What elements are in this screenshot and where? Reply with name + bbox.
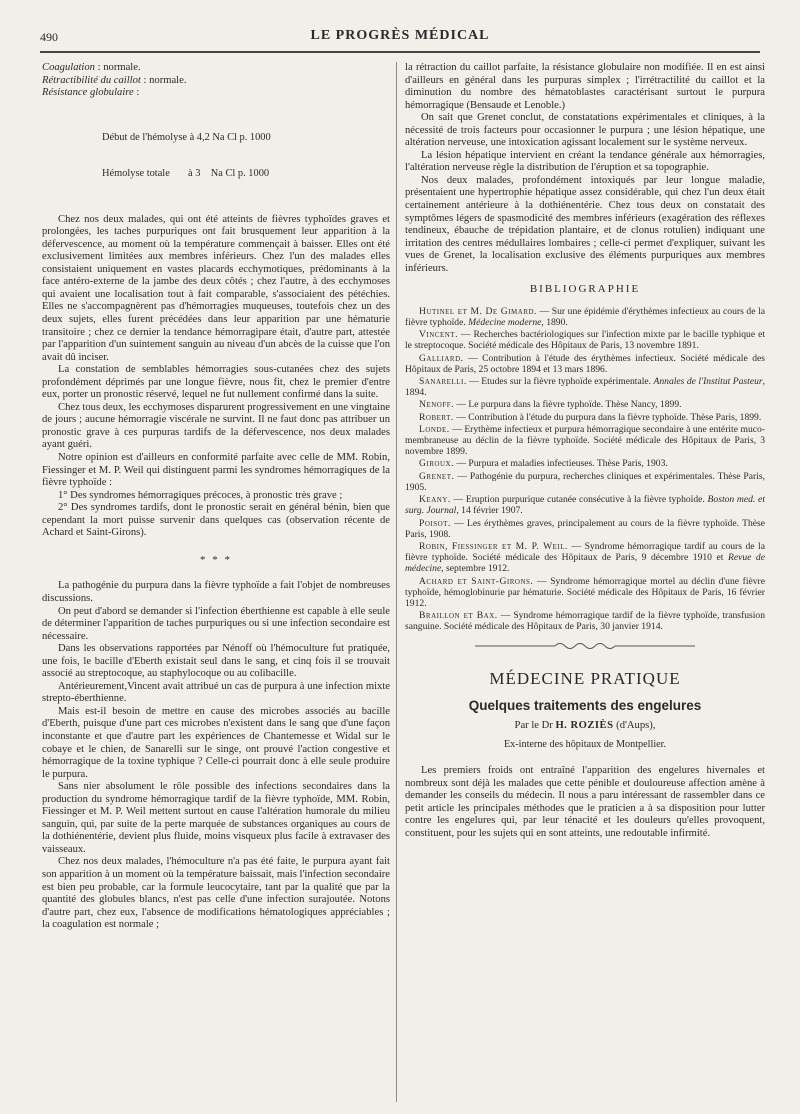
bibliography-entry	[405, 412, 765, 423]
paragraph: Les premiers froids ont entraîné l'apparition des engelures hivernales et nombreux sont déjà les malades que cette pénible et douloureuse affection amène à demander les conseils du médecin. Il nous a paru intéressant de rassembler dans ce petit article les principales méthodes que le praticien a à sa disposition pour lutter contre les engelures qui, par leur ténacité et les douleurs qu'elles provoquent, constituent, pour les sujets qui en sont atteints, une redoutable infirmité.	[405, 765, 765, 839]
bib-author: Poisot.	[419, 517, 451, 529]
bibliography-entry	[405, 424, 765, 458]
right-column	[405, 62, 765, 841]
bib-author: Keany.	[419, 494, 451, 506]
coag-line: Résistance globulaire :	[42, 87, 140, 99]
bib-text: — Purpura et maladies infectieuses. Thèse Paris, 1903.	[454, 458, 668, 470]
bibliography-entry	[405, 518, 765, 540]
paragraph: Notre opinion est d'ailleurs en conformité parfaite avec celle de MM. Robin, Fiessinger et M. P. Weil qui distinguent parmi les syndromes hémorragiques de la fièvre typhoïde :	[42, 452, 390, 489]
paragraph: 1° Des syndromes hémorragiques précoces, à pronostic très grave ;	[58, 489, 343, 501]
bibliography-heading: BIBLIOGRAPHIE	[529, 283, 641, 296]
bibliography-entry	[405, 494, 765, 516]
paragraph: La pathogénie du purpura dans la fièvre typhoïde a fait l'objet de nombreuses discussions.	[42, 580, 390, 604]
bib-text: — Sur une épidémie d'érythèmes infectieux au cours de la fièvre typhoïde.	[405, 305, 766, 329]
bib-journal: Revue de médecine	[405, 552, 765, 575]
bibliography-entry	[405, 541, 765, 575]
bib-tail: , septembre 1912.	[441, 563, 510, 575]
bib-text: — Pathogénie du purpura, recherches cliniques et expérimentales. Thèse Paris, 1905.	[405, 470, 765, 493]
paragraph: Nos deux malades, profondément intoxiqués par leur longue maladie, présentaient une hypertrophie hépatique assez considérable, qui chez l'un deux était certainement antérieure à la dothiénentérie. Chez tous deux on constatait des symptômes légers de spasmodicité des membres inférieurs (exagération des réflexes tendineux, ébauche de trépidation plantaire, et de clonus rotulien) indiquant une irritation des centres médullaires lombaires ; celle-ci permet d'expliquer, suivant les vues de Grenet, la localisation exclusive des éléments purpuriques aux membres inférieurs.	[405, 174, 765, 274]
paragraph: On sait que Grenet conclut, de constatations expérimentales et cliniques, à la nécessité de trois facteurs pour occasionner le purpura ; une lésion hépatique, une altération nerveuse, une intoxication agissant localement sur le système nerveux.	[405, 112, 765, 149]
paragraph: Dans les observations rapportées par Nénoff où l'hémoculture fut pratiquée, une fois, le bacille d'Eberth existait seul dans le sang, et cinq fois il se trouvait associé au streptocoque, au staphylocoque ou au colibacille.	[42, 643, 390, 680]
bib-author: Robin, Fiessinger et M. P. Weil.	[419, 540, 568, 552]
paragraph: 2° Des syndromes tardifs, dont le pronostic serait en général bénin, bien que cependant la mort puisse survenir dans quelques cas (observation récente de Achard et Saint-Girons).	[42, 502, 390, 539]
coag-line: Coagulation : normale.	[42, 62, 141, 73]
article-title: Quelques traitements des engelures	[468, 697, 702, 713]
bib-tail: , 1894.	[405, 376, 766, 399]
paragraph: Chez nos deux malades, qui ont été atteints de fièvres typhoïdes graves et prolongées, les taches purpuriques ont fait brusquement leur apparition à la défervescence, au moment où la température commençait à baisser. Elles ont été exclusivement limitées aux membres inférieurs. Chez l'un des malades elles consistaient uniquement en vastes placards ecchymotiques, prédominants à la face antéro-externe de la jambe des deux côtés ; chez l'autre, à des ecchymoses qui avaient une localisation tout à fait comparable, s'associaient des pétéchies. Elles ne s'accompagnèrent pas d'hémorragies muqueuses, toutefois chez un des deux sujets, elles furent précédées dans leur apparition par une hématurie transitoire ; chez ce dernier la tendance hémorragipare était, d'autre part, attestée par l'apparition d'un suintement sanguin au niveau d'un abcès de la cuisse que l'on avait dû inciser.	[42, 213, 390, 363]
bib-text: — Recherches bactériologiques sur l'infection mixte par le bacille typhique et le streptocoque. Société médicale des Hôpitaux de Paris, 13 novembre 1891.	[405, 329, 765, 352]
separator-ornament	[405, 641, 765, 656]
bibliography-list	[405, 306, 765, 633]
bib-author: Achard et Saint-Girons.	[419, 575, 534, 587]
paragraph: La lésion hépatique intervient en créant la tendance générale aux hémorragies, l'altération nerveuse règle la distribution de l'éruption et sa topographie.	[405, 149, 765, 174]
hemolysis-table	[102, 108, 390, 204]
bib-author: Hutinel et M. De Gimard.	[419, 305, 537, 317]
bib-text: — Le purpura dans la fièvre typhoïde. Thèse Nancy, 1899.	[454, 399, 682, 411]
running-head: LE PROGRÈS MÉDICAL	[310, 28, 490, 43]
coag-line: Rétractibilité du caillot : normale.	[42, 74, 187, 86]
bibliography-entry	[405, 353, 765, 375]
column-divider	[396, 62, 397, 1102]
author-affiliation: Ex-interne des hôpitaux de Montpellier.	[503, 738, 667, 750]
paragraph: Antérieurement,Vincent avait attribué un cas de purpura à une infection mixte strepto-éberthienne.	[42, 680, 390, 705]
bib-tail: , 14 février 1907.	[456, 505, 523, 517]
bib-text: — Contribution à l'étude des érythèmes infectieux. Société médicale des Hôpitaux de Paris, 25 octobre 1894 et 13 mars 1896.	[405, 352, 765, 375]
bib-text: — Eruption purpurique cutanée consécutive à la fièvre typhoïde.	[450, 494, 708, 506]
coagulation-block	[42, 62, 390, 100]
bib-author: Braillon et Bax.	[419, 610, 498, 622]
bib-author: Giroux.	[419, 458, 454, 470]
bib-author: Galliard.	[419, 352, 464, 364]
bib-text: — Syndrome hémorragique tardif au cours de la fièvre typhoïde. Société médicale des Hôpitaux de Paris, 9 décembre 1910 et	[405, 540, 765, 564]
article-author: Par le Dr H. ROZIÈS (d'Aups),	[514, 720, 656, 732]
bib-journal: Annales de l'Institut Pasteur	[653, 376, 763, 388]
bibliography-entry	[405, 399, 765, 410]
hemolysis-row: Hémolyse totale à 3 Na Cl p. 1000	[102, 167, 270, 179]
bibliography-entry	[405, 458, 765, 469]
bib-author: Vincent.	[419, 329, 458, 341]
bib-tail: , 1890.	[541, 317, 568, 329]
wavy-rule-icon	[475, 641, 695, 651]
bib-text: — Les érythèmes graves, principalement au cours de la fièvre typhoïde. Thèse Paris, 1908.	[405, 517, 765, 540]
paragraph: Sans nier absolument le rôle possible des infections secondaires dans la production du syndrome hémorragique tardif de la fièvre typhoïde, MM. Robin, Fiessinger et M. P. Weil mettent surtout en cause l'altération humorale du milieu sanguin, qui, par suite de la perte marquée de substances organiques au cours de la dothiénentérie, devient plus fluide, moins visqueux plus facile à extravaser des vaisseaux.	[42, 781, 390, 855]
paragraph: Chez tous deux, les ecchymoses disparurent progressivement en une vingtaine de jours ; aucune hémorragie viscérale ne survint. Il ne faut donc pas attribuer un pronostic grave à ces purpuras tardifs de la défervescence, nos deux malades ayant guéri.	[42, 401, 390, 451]
bib-text: — Syndrome hémorragique tardif de la fièvre typhoïde, transfusion sanguine. Société médicale des Hôpitaux de Paris, 30 janvier 1914.	[405, 610, 766, 633]
paragraph: Chez nos deux malades, l'hémoculture n'a pas été faite, le purpura ayant fait son apparition à un moment où la température baissait, mais l'infection secondaire est bien peu probable, car la formule leucocytaire, tant par la qualité que par la quantité des globules blancs, n'est pas celle d'une infection surajoutée. Notons d'autre part, chez eux, l'absence de modifications hématologiques appréciables ; la coagulation est normale ;	[42, 856, 390, 931]
bibliography-entry	[405, 471, 765, 493]
bib-author: Grenet.	[419, 470, 455, 482]
bib-text: — Erythème infectieux et purpura hémorragique secondaire à une entérite muco-membraneuse au déclin de la fièvre typhoïde. Société médicale des Hôpitaux de Paris, 3 novembre 1899.	[405, 423, 765, 458]
section-title: MÉDECINE PRATIQUE	[489, 669, 681, 689]
bib-journal: Médecine moderne	[468, 317, 542, 329]
paragraph: La constation de semblables hémorragies sous-cutanées chez des sujets profondément déprimés par une longue fièvre, nous fit, chez le premier d'entre eux, porter un pronostic réservé, lequel ne fut nullement confirmé dans la suite.	[42, 364, 390, 401]
header-rule	[40, 51, 760, 53]
bibliography-entry	[405, 376, 765, 398]
bibliography-entry	[405, 576, 765, 610]
page-header	[40, 26, 760, 48]
left-column	[42, 62, 390, 932]
bibliography-entry	[405, 610, 765, 632]
bibliography-entry	[405, 306, 765, 328]
hemolysis-row: Début de l'hémolyse à 4,2 Na Cl p. 1000	[102, 131, 271, 143]
paragraph: On peut d'abord se demander si l'infection éberthienne est capable à elle seule de déterminer l'apparition de taches purpuriques ou si une infection secondaire est nécessaire.	[42, 605, 390, 642]
bib-text: — Etudes sur la fièvre typhoïde expérimentale.	[466, 376, 654, 388]
asterism: * * *	[200, 553, 232, 566]
bib-text: — Contribution à l'étude du purpura dans la fièvre typhoïde. Thèse Paris, 1899.	[453, 411, 762, 423]
bib-author: Nenoff.	[419, 399, 454, 411]
page-number: 490	[40, 30, 58, 44]
bib-author: Londe.	[419, 423, 450, 435]
bib-author: Robert.	[419, 411, 454, 423]
bibliography-entry	[405, 329, 765, 351]
bib-text: — Syndrome hémorragique mortel au déclin d'une fièvre typhoïde, hémoglobinurie par hématurie. Société médicale des Hôpitaux de Paris, 16 février 1912.	[405, 575, 766, 609]
paragraph: la rétraction du caillot parfaite, la résistance globulaire non modifiée. Il en est ainsi d'ailleurs en général dans les purpuras simplex ; l'irrétractilité du caillot et la diminution du nombre des hématoblastes caractérisant surtout le purpura hémorragique (Bensaude et Lenoble.)	[405, 62, 765, 111]
bib-journal: Boston med. et surg. Journal	[405, 494, 765, 517]
bib-author: Sanarelli.	[419, 376, 467, 388]
paragraph: Mais est-il besoin de mettre en cause des microbes associés au bacille d'Eberth, puisque d'une part ces microbes n'existent dans le sang que d'une façon inconstante et que d'autre part les expériences de Chantemesse et Widal sur le cobaye et le chien, de Sanarelli sur le singe, ont prouvé l'action congestive et hémorragique de la toxine typhique ? Celle-ci pourrait donc à elle seule produire le purpura.	[42, 705, 390, 780]
